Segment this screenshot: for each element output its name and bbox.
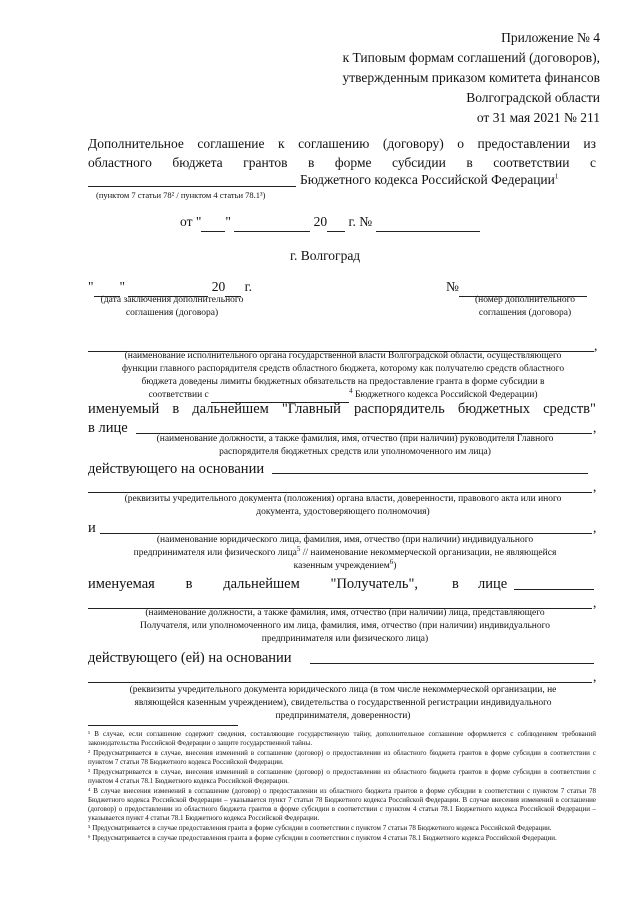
sign-number-caption-2: соглашения (договора): [478, 308, 572, 318]
recipient-caption-2: [90, 544, 600, 560]
named2-w4: "Получатель",: [330, 576, 418, 592]
sign-year-prefix: 20: [211, 279, 226, 294]
named2-w1: именуемая: [88, 576, 155, 592]
basis1-caption-2: документа, удостоверяющего полномочия): [256, 507, 430, 517]
recipient-caption-1: (наименование юридического лица, фамилия, имя, отчество (при наличии) индивидуального: [156, 535, 534, 545]
recipient-caption: [90, 534, 600, 573]
basis2-caption-3: предпринимателя, доверенности): [275, 711, 411, 721]
named2-face-field[interactable]: [514, 589, 594, 590]
date-day-field[interactable]: [201, 212, 225, 232]
named1-caption-1: (наименование должности, а также фамилия, имя, отчество (при наличии) руководителя Главного: [156, 434, 554, 444]
sign-number-label: №: [446, 279, 459, 294]
named1-w7: средств": [543, 401, 596, 417]
named2-w3: дальнейшем: [223, 576, 300, 592]
title-line-3: [300, 170, 558, 189]
sign-quote-close: ": [119, 279, 126, 294]
appendix-date: от 31 мая 2021 № 211: [476, 110, 600, 125]
footnotes: [88, 730, 596, 843]
comma: ,: [594, 338, 598, 353]
footnote-3: ³ Предусматривается в случае, внесения изменений в соглашение (договор) о предоставлении из областного бюджета грантов в форме субсидии в соответствии с пунктом 4 статьи 78.1 Бюджетного кодекса Российской Федерации.: [88, 768, 596, 785]
comma: ,: [593, 669, 597, 684]
appendix-region: Волгоградской области: [466, 90, 600, 105]
date-year-prefix: 20: [313, 214, 328, 229]
sign-date-caption-1: (дата заключения дополнительного: [100, 295, 244, 305]
recipient-caption-3: [90, 557, 600, 573]
named2-caption: [90, 607, 600, 646]
named1-w1: именуемый: [88, 401, 160, 417]
named1-w4: "Главный: [281, 401, 341, 417]
appendix-ref: к Типовым формам соглашений (договоров),: [342, 50, 600, 65]
footnote-6: ⁶ Предусматривается в случае предоставления гранта в форме субсидии в соответствии с пунктом 4 статьи 78.1 Бюджетного кодекса Российской Федерации.: [88, 834, 557, 842]
recipient-caption-2a: предпринимателя или физического лица: [133, 548, 297, 558]
gr-caption-1: (наименование исполнительного органа государственной власти Волгоградской области, осуществляющего: [124, 351, 562, 361]
date-number-label: г. №: [348, 214, 373, 229]
named1-caption-2: распорядителя бюджетных средств или уполномоченного им лица): [219, 447, 491, 457]
comma: ,: [593, 479, 597, 494]
date-year-field[interactable]: [327, 212, 345, 232]
basis2-label: действующего (ей) на основании: [88, 650, 292, 666]
basis2-field-2[interactable]: [88, 682, 592, 683]
sign-number-caption: [440, 294, 610, 320]
sign-quote-open: ": [88, 279, 94, 294]
comma: ,: [593, 520, 597, 535]
footnote-ref-1: 1: [554, 172, 559, 181]
sign-year-suffix: г.: [244, 279, 253, 294]
appendix-number: Приложение № 4: [501, 30, 600, 45]
named1-row: [88, 400, 596, 419]
sign-number-caption-1: (номер дополнительного: [474, 295, 576, 305]
footnote-5: ⁵ Предусматривается в случае предоставления гранта в форме субсидии в соответствии с пунктом 7 статьи 78 Бюджетного кодекса Российской Федерации.: [88, 824, 552, 832]
basis2-field[interactable]: [310, 663, 594, 664]
title-line-3-text: Бюджетного кодекса Российской Федерации: [300, 172, 555, 187]
named1-w5: распорядитель: [353, 401, 445, 417]
date-month-field[interactable]: [234, 212, 310, 232]
named1-face-label: в лице: [88, 420, 128, 436]
named1-w3: дальнейшем: [192, 401, 269, 417]
basis2-caption-1: (реквизиты учредительного документа юридического лица (в том числе некоммерческой организации, не: [129, 685, 557, 695]
named2-w6: лице: [478, 576, 508, 592]
gr-caption-4b: Бюджетного кодекса Российской Федерации): [355, 390, 538, 400]
footnote-separator: [88, 725, 238, 726]
sign-date-caption: [82, 294, 262, 320]
footnote-ref-4: 4: [349, 386, 353, 395]
comma: ,: [593, 595, 597, 610]
named1-w2: в: [172, 401, 180, 417]
named2-w2: в: [185, 576, 193, 592]
footnote-4: ⁴ В случае внесения изменений в соглашение (договор) о предоставлении из областного бюджета грантов в форме субсидии в соответствии с пунктом 7 статьи 78 Бюджетного кодекса Российской Федерации – указывается пункт 7 статьи 78 Бюджетного кодекса Российской Федерации. В случае внесения изменений в соглашение (договор) о предоставлении из областного бюджета грантов в форме субсидии в соответствии с пунктом 4 статьи 78.1 Бюджетного кодекса Российской Федерации – указывается пункт 4 статьи 78.1 Бюджетного кодекса Российской Федерации.: [88, 787, 596, 822]
city: г. Волгоград: [290, 248, 361, 263]
appendix-approved: утвержденным приказом комитета финансов: [342, 70, 600, 85]
named2-w5: в: [452, 576, 459, 592]
sign-date-caption-2: соглашения (договора): [125, 308, 219, 318]
basis1-field[interactable]: [272, 473, 588, 474]
basis1-caption: [86, 493, 600, 519]
named2-row: [88, 575, 418, 594]
recipient-caption-3a: казенным учреждением: [293, 561, 390, 571]
title-line-2: областного бюджета грантов в форме субсидии в соответствии с: [88, 155, 596, 170]
gr-caption: [86, 350, 600, 403]
named2-caption-1: (наименование должности, а также фамилия, имя, отчество (при наличии) лица, представляющего: [145, 608, 545, 618]
and-label: и: [88, 520, 96, 536]
date-quote-open: от ": [180, 214, 202, 229]
date-quote-close: ": [225, 214, 231, 229]
title-hint: (пунктом 7 статьи 78² / пунктом 4 статьи 78.1³): [96, 190, 266, 200]
footnote-1: ¹ В случае, если соглашение содержит сведения, составляющие государственную тайну, дополнительное соглашение оформляется с соблюдением требований законодательства Российской Федерации о защите государственной тайны.: [88, 730, 596, 747]
footnote-ref-5: 5: [296, 544, 301, 553]
footnote-ref-6: 6: [389, 557, 394, 566]
basis2-caption: [86, 684, 600, 723]
title-blank-line: [88, 186, 296, 187]
named2-caption-2: Получателя, или уполномоченного им лица, фамилия, имя, отчество (при наличии) индивидуального: [139, 621, 551, 631]
named2-caption-3: предпринимателя или физического лица): [261, 634, 429, 644]
named1-w6: бюджетных: [457, 401, 531, 417]
basis2-caption-2: являющейся казенным учреждением), свидетельства о государственной регистрации индивидуального: [134, 698, 552, 708]
date-row: [180, 212, 480, 232]
basis1-label: действующего на основании: [88, 461, 265, 477]
recipient-caption-3b: ): [393, 561, 397, 571]
footnote-2: ² Предусматривается в случае, внесения изменений в соглашение (договор) о предоставлении из областного бюджета грантов в форме субсидии в соответствии с пунктом 7 статьи 78 Бюджетного кодекса Российской Федерации.: [88, 749, 596, 766]
named1-caption: [110, 433, 600, 459]
gr-caption-3: бюджета доведены лимиты бюджетных обязательств на предоставление гранта в форме субсидии в: [141, 377, 545, 387]
basis1-caption-1: (реквизиты учредительного документа (положения) органа власти, доверенности, правового акта или иного: [124, 494, 562, 504]
gr-caption-4a: соответствии с: [148, 390, 209, 400]
appendix-header: [342, 28, 600, 128]
gr-caption-2: функции главного распорядителя средств областного бюджета, которому как получателю средств областного: [121, 364, 565, 374]
recipient-caption-2b: // наименование некоммерческой организации, не являющейся: [302, 548, 557, 558]
date-number-field[interactable]: [376, 212, 480, 232]
comma: ,: [593, 420, 597, 435]
title-line-1: Дополнительное соглашение к соглашению (договору) о предоставлении из: [88, 136, 596, 151]
